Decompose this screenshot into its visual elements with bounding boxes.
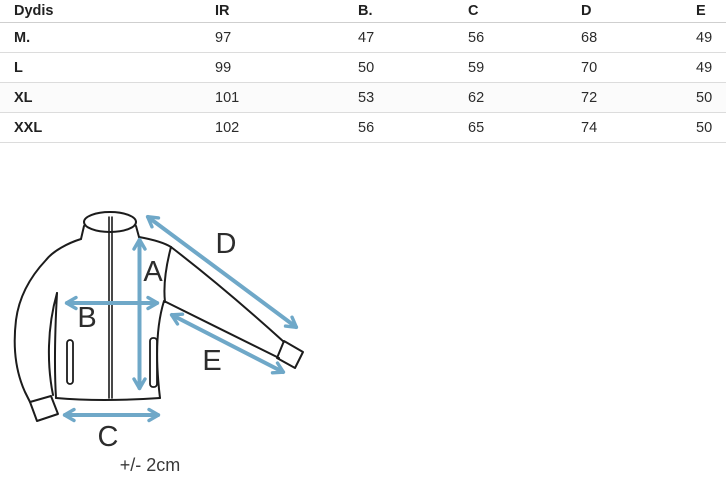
- size-label: M.: [0, 23, 201, 53]
- column-header-size: Dydis: [0, 0, 201, 23]
- measurement-label-c: C: [97, 421, 119, 453]
- size-value: 59: [454, 53, 567, 83]
- tolerance-note: +/- 2cm: [119, 455, 181, 475]
- table-header-row: [0, 0, 726, 23]
- size-value: 53: [344, 83, 454, 113]
- measurement-label-b: B: [77, 302, 97, 334]
- size-value: 56: [344, 113, 454, 143]
- column-header-e: E: [682, 0, 726, 23]
- measurement-arrow-e: [172, 315, 283, 372]
- column-header-b: B.: [344, 0, 454, 23]
- size-value: 62: [454, 83, 567, 113]
- jacket-measurement-figure: [0, 180, 330, 481]
- jacket-illustration-icon: [15, 212, 303, 421]
- size-label: L: [0, 53, 201, 83]
- measurement-label-a: A: [143, 256, 163, 288]
- size-value: 102: [201, 113, 344, 143]
- table-row-m: [0, 23, 726, 53]
- size-value: 47: [344, 23, 454, 53]
- table-row-xl: [0, 83, 726, 113]
- size-value: 74: [567, 113, 682, 143]
- column-header-ir: IR: [201, 0, 344, 23]
- table-row-l: [0, 53, 726, 83]
- size-value: 99: [201, 53, 344, 83]
- column-header-c: C: [454, 0, 567, 23]
- size-value: 50: [344, 53, 454, 83]
- size-value: 65: [454, 113, 567, 143]
- size-label: XXL: [0, 113, 201, 143]
- measurement-label-d: D: [215, 228, 237, 260]
- size-value: 97: [201, 23, 344, 53]
- table-row-xxl: [0, 113, 726, 143]
- size-value: 72: [567, 83, 682, 113]
- size-value: 101: [201, 83, 344, 113]
- jacket-size-diagram: [0, 180, 330, 481]
- size-value: 49: [682, 23, 726, 53]
- column-header-d: D: [567, 0, 682, 23]
- size-value: 49: [682, 53, 726, 83]
- size-value: 50: [682, 113, 726, 143]
- size-value: 50: [682, 83, 726, 113]
- size-value: 68: [567, 23, 682, 53]
- size-table: [0, 0, 726, 143]
- size-value: 56: [454, 23, 567, 53]
- size-value: 70: [567, 53, 682, 83]
- measurement-label-e: E: [202, 345, 222, 377]
- size-label: XL: [0, 83, 201, 113]
